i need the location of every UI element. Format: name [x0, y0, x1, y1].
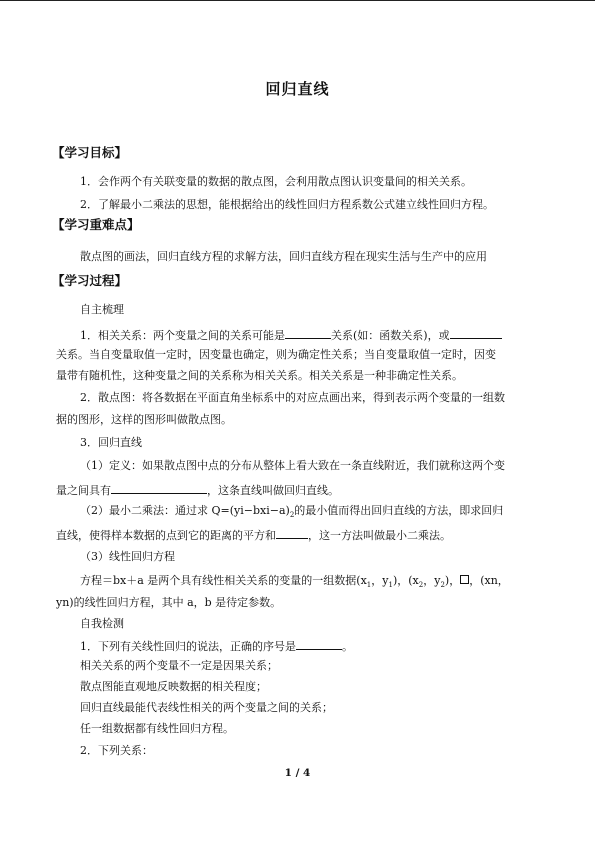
- item1-line2: 关系。当自变量取值一定时，因变量也确定，则为确定性关系；当自变量取值一定时，因变: [56, 348, 496, 361]
- answer-blank[interactable]: [111, 482, 207, 494]
- page-title: 回归直线: [265, 80, 330, 98]
- item2-line1: 2．散点图：将各数据在平面直角坐标系中的对应点画出来，得到表示两个变量的一组数: [80, 391, 505, 404]
- self-check-label: 自我检测: [80, 617, 124, 630]
- equation-line2: yn)的线性回归方程，其中 a，b 是待定参数。: [56, 596, 282, 609]
- key-points-text: 散点图的画法，回归直线方程的求解方法，回归直线方程在现实生活与生产中的应用: [80, 250, 487, 263]
- definition-line2: 量之间具有 ，这条直线叫做回归直线。: [56, 484, 339, 497]
- placeholder-box-icon: [460, 575, 469, 584]
- goal-2: 2．了解最小二乘法的思想，能根据给出的线性回归方程系数公式建立线性回归方程。: [80, 198, 494, 211]
- least-squares-line1: （2）最小二乘法：通过求 $Q=(yi-bxi-a)_2$的最小值而得出回归直线的方法，即求回归: [80, 504, 504, 520]
- item2-line2: 据的图形，这样的图形叫做散点图。: [56, 413, 232, 426]
- process-heading: 【学习过程】: [52, 273, 128, 288]
- question-1-option-1: 相关关系的两个变量不一定是因果关系；: [80, 659, 278, 672]
- equation-line1: 方程＝bx＋a 是两个具有线性相关关系的变量的一组数据($x_1$，$y_1$)，($x_2$，$y_2$)， ，(xn，: [80, 574, 509, 590]
- top-rule: [0, 0, 595, 1]
- answer-blank[interactable]: [296, 638, 342, 650]
- answer-blank[interactable]: [276, 527, 308, 539]
- question-1-option-4: 任一组数据都有线性回归方程。: [80, 722, 234, 735]
- equation-heading: （3）线性回归方程: [80, 550, 175, 563]
- answer-blank[interactable]: [450, 327, 502, 339]
- question-1-option-2: 散点图能直观地反映数据的相关程度；: [80, 680, 267, 693]
- item1-line3: 量带有随机性，这种变量之间的关系称为相关关系。相关关系是一种非确定性关系。: [56, 369, 463, 382]
- least-squares-line2: 直线，使得样本数据的点到它的距离的平方和 ，这一方法叫做最小二乘法。: [56, 529, 451, 542]
- definition-line1: （1）定义：如果散点图中点的分布从整体上看大致在一条直线附近，我们就称这两个变: [80, 459, 505, 472]
- item3-heading: 3．回归直线: [80, 436, 142, 449]
- question-1-option-3: 回归直线最能代表线性相关的两个变量之间的关系；: [80, 701, 333, 714]
- goals-heading: 【学习目标】: [52, 145, 128, 160]
- question-2: 2．下列关系：: [80, 744, 153, 757]
- question-1: 1．下列有关线性回归的说法，正确的序号是 。: [80, 640, 353, 653]
- page-number: 1 / 4: [284, 767, 311, 779]
- self-review-label: 自主梳理: [80, 303, 124, 316]
- goal-1: 1．会作两个有关联变量的数据的散点图，会利用散点图认识变量间的相关关系。: [80, 175, 472, 188]
- item1-line1: 1．相关关系：两个变量之间的关系可能是 关系(如：函数关系)，或: [80, 327, 502, 343]
- key-points-heading: 【学习重难点】: [52, 217, 140, 232]
- answer-blank[interactable]: [285, 327, 331, 339]
